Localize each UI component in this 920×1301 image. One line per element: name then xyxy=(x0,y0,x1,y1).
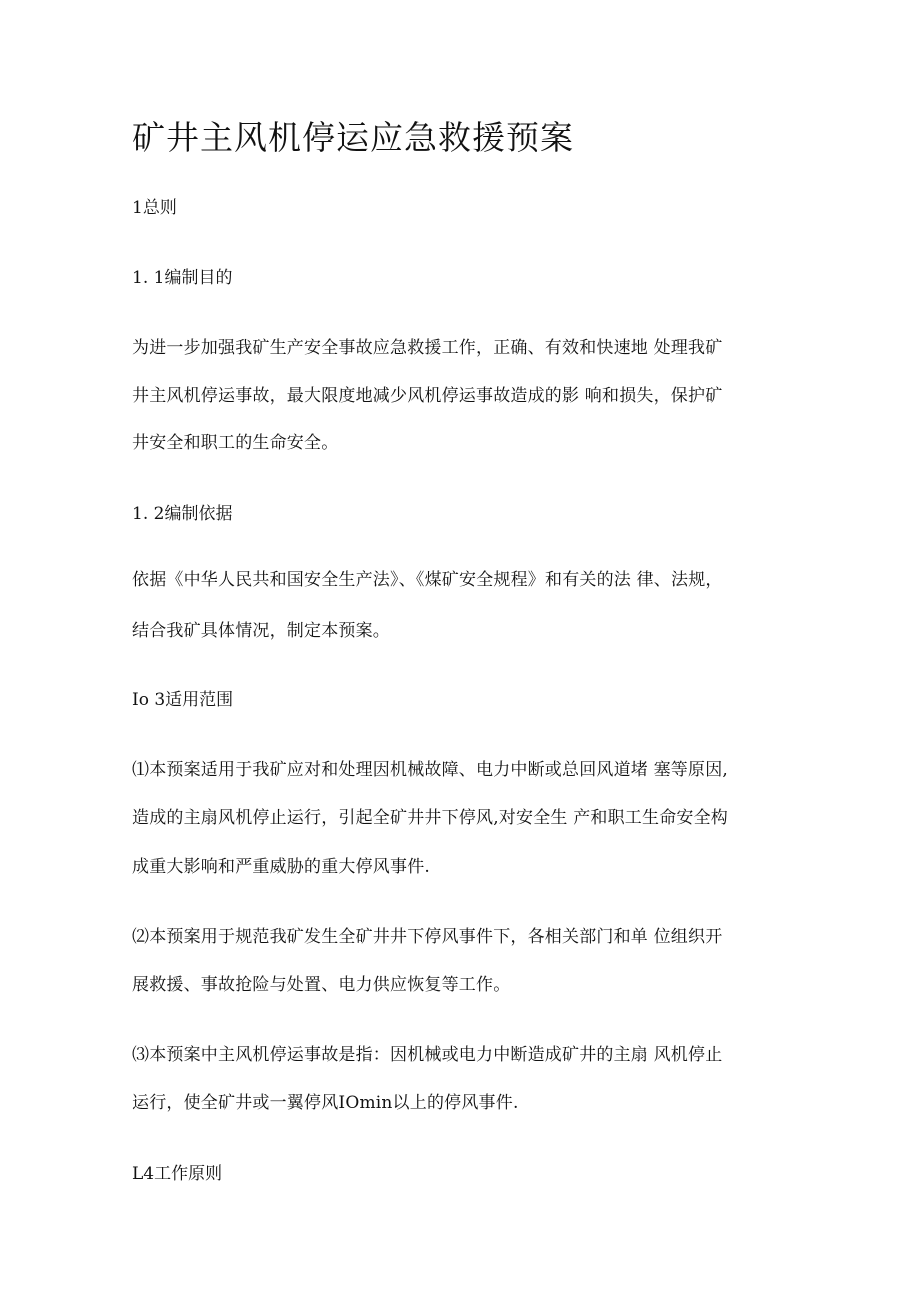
section-heading-basis: 1. 2编制依据 xyxy=(132,504,233,524)
basis-line-2: 结合我矿具体情况，制定本预案。 xyxy=(132,621,390,641)
document-title: 矿井主风机停运应急救援预案 xyxy=(132,118,574,157)
purpose-line-2: 井主风机停运事故，最大限度地减少风机停运事故造成的影 响和损失，保护矿 xyxy=(132,386,723,406)
section-heading-general: 1总则 xyxy=(132,198,177,218)
purpose-line-1: 为进一步加强我矿生产安全事故应急救援工作，正确、有效和快速地 处理我矿 xyxy=(132,338,723,358)
section-heading-scope: Io 3适用范围 xyxy=(132,690,234,710)
section-heading-purpose: 1. 1编制目的 xyxy=(132,268,233,288)
scope-item2-line-2: 展救援、事故抢险与处置、电力供应恢复等工作。 xyxy=(132,975,511,995)
scope-item3-line-1: ⑶本预案中主风机停运事故是指：因机械或电力中断造成矿井的主扇 风机停止 xyxy=(132,1045,723,1065)
scope-item1-line-2: 造成的主扇风机停止运行，引起全矿井井下停风,对安全生 产和职工生命安全构 xyxy=(132,808,729,828)
scope-item2-line-1: ⑵本预案用于规范我矿发生全矿井井下停风事件下，各相关部门和单 位组织开 xyxy=(132,927,723,947)
scope-item1-line-1: ⑴本预案适用于我矿应对和处理因机械故障、电力中断或总回风道堵 塞等原因, xyxy=(132,760,729,780)
scope-item3-line-2: 运行，使全矿井或一翼停风IOmin以上的停风事件. xyxy=(132,1093,519,1113)
purpose-line-3: 井安全和职工的生命安全。 xyxy=(132,433,339,453)
basis-line-1: 依据《中华人民共和国安全生产法》、《煤矿安全规程》和有关的法 律、法规， xyxy=(132,570,723,590)
scope-item1-line-3: 成重大影响和严重威胁的重大停风事件. xyxy=(132,857,431,877)
section-heading-principles: L4工作原则 xyxy=(132,1164,223,1184)
